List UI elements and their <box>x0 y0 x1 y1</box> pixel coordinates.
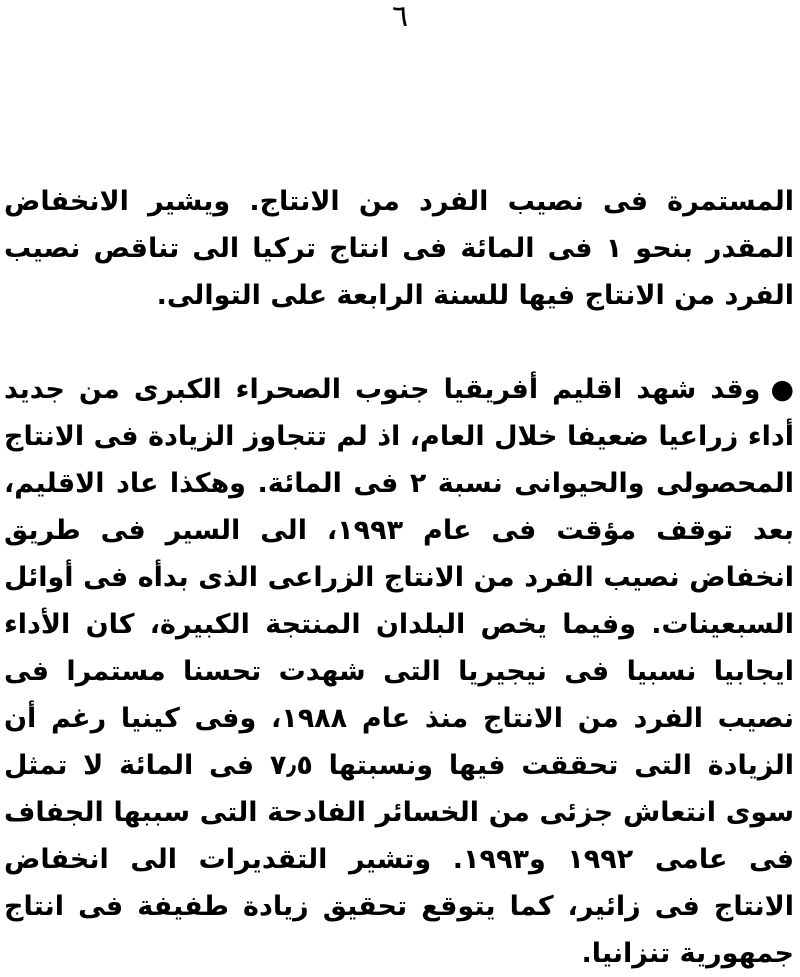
page-number: ٦ <box>391 0 409 34</box>
paragraph-bulleted <box>4 366 794 977</box>
paragraph-continuation: المستمرة فى نصيب الفرد من الانتاج. ويشير الانخفاض المقدر بنحو ١ فى المائة فى انتاج تركيا الى تناقص نصيب الفرد من الانتاج فيها للسنة الرابعة على التوالى. <box>4 186 795 311</box>
page-body <box>4 178 794 977</box>
paragraph-text: وقد شهد اقليم أفريقيا جنوب الصحراء الكبرى من جديد أداء زراعيا ضعيفا خلال العام، اذ لم تتجاوز الزيادة فى الانتاج المحصولى والحيوانى نسبة ٢ فى المائة. وهكذا عاد الاقليم، بعد توقف مؤقت فى عام ١٩٩٣، الى السير فى طريق انخفاض نصيب الفرد من الانتاج الزراعى الذى بدأه فى أوائل السبعينات. وفيما يخص البلدان المنتجة الكبيرة، كان الأداء ايجابيا نسبيا فى نيجيريا التى شهدت تحسنا مستمرا فى نصيب الفرد من الانتاج منذ عام ١٩٨٨، وفى كينيا رغم أن الزيادة التى تحققت فيها ونسبتها ٧٫٥ فى المائة لا تمثل سوى انتعاش جزئى من الخسائر الفادحة التى سببها الجفاف فى عامى ١٩٩٢ و١٩٩٣. وتشير التقديرات الى انخفاض الانتاج فى زائير، كما يتوقع تحقيق زيادة طفيفة فى انتاج جمهورية تنزانيا. <box>4 374 795 969</box>
bullet-dot-icon: ● <box>770 374 794 405</box>
